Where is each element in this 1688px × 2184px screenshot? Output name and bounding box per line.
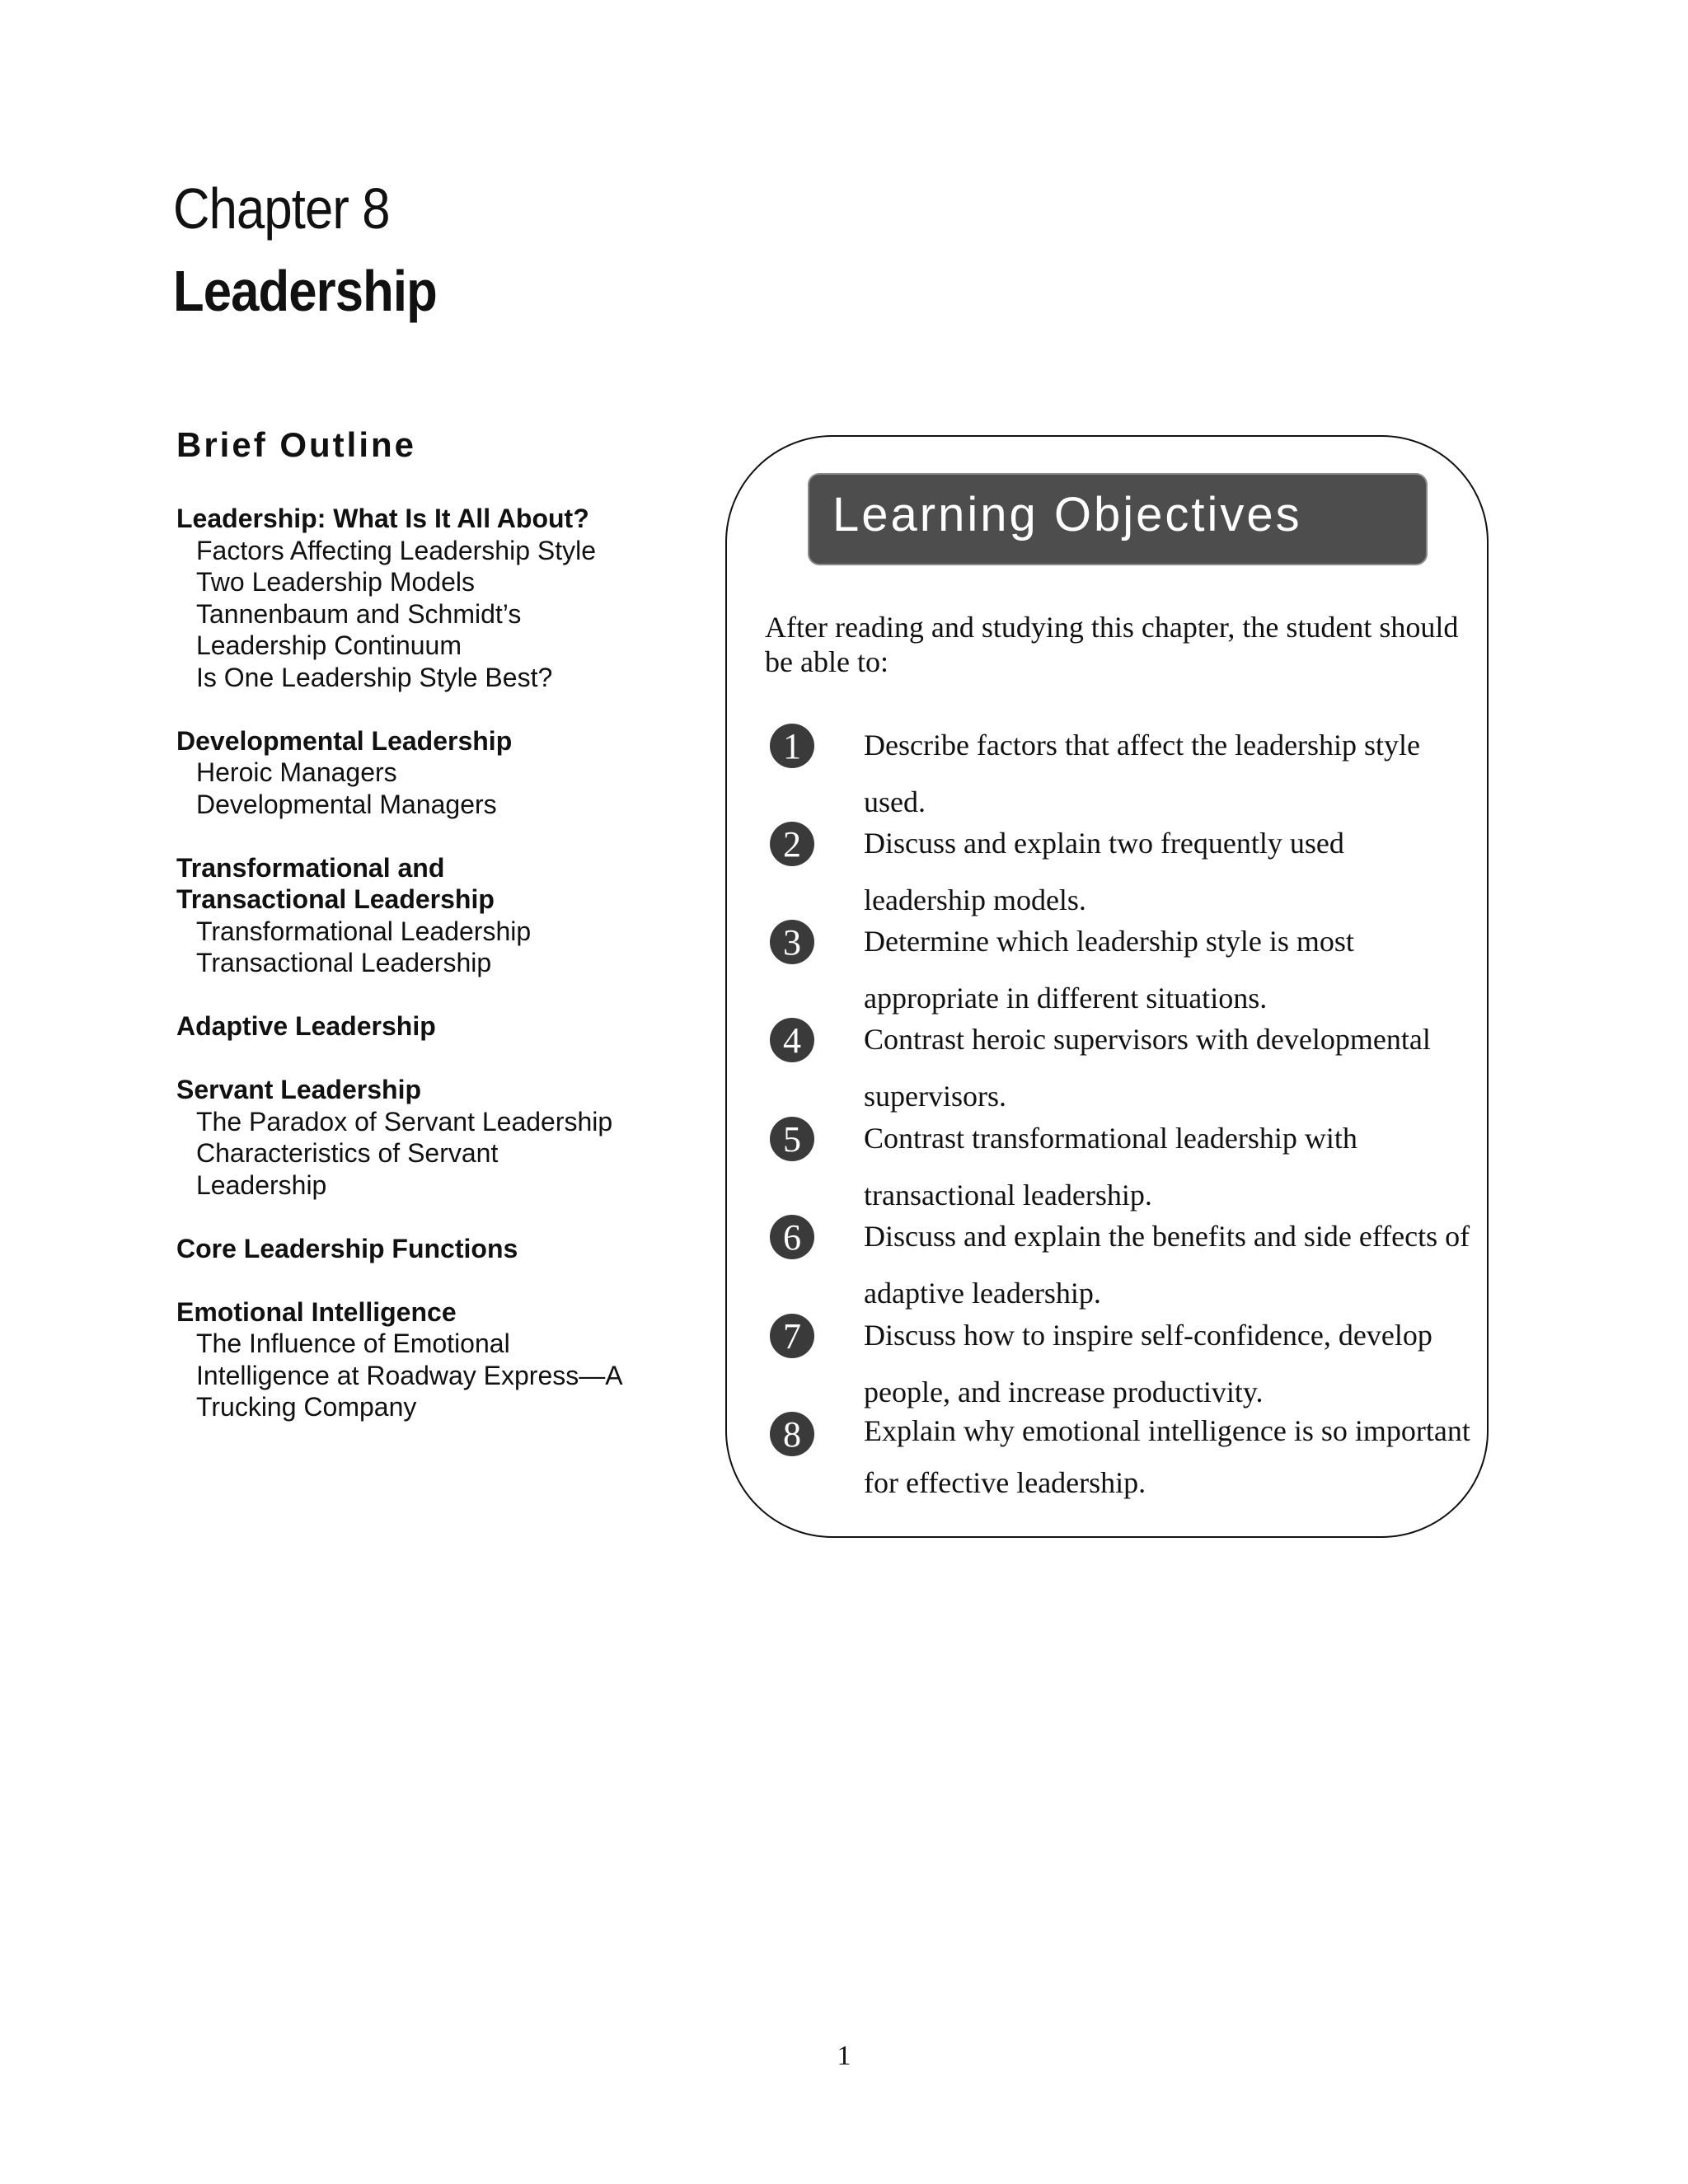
objective-number-badge: 5 xyxy=(770,1117,814,1161)
objective-item xyxy=(864,1307,1490,1421)
outline-section xyxy=(176,1233,687,1265)
objective-line: Discuss and explain two frequently used xyxy=(864,827,1344,860)
outline-section xyxy=(176,1296,687,1423)
objective-item xyxy=(864,717,1490,831)
objective-line: leadership models. xyxy=(864,883,1086,916)
objectives-intro-line: After reading and studying this chapter, the student should xyxy=(765,611,1459,644)
objective-line: Determine which leadership style is most xyxy=(864,925,1354,958)
objective-item xyxy=(864,913,1490,1027)
outline-item: Intelligence at Roadway Express—A xyxy=(196,1360,623,1390)
page-number: 1 xyxy=(837,2041,851,2071)
objective-number-badge: 8 xyxy=(770,1412,814,1456)
objective-line: Describe factors that affect the leadership style xyxy=(864,729,1421,762)
objective-number-badge: 6 xyxy=(770,1215,814,1259)
objective-line: people, and increase productivity. xyxy=(864,1376,1264,1408)
objective-number-badge: 7 xyxy=(770,1314,814,1358)
outline-item: Is One Leadership Style Best? xyxy=(196,662,553,692)
outline-section-title: Transactional Leadership xyxy=(176,884,495,914)
brief-outline xyxy=(176,503,687,1455)
outline-section-title: Adaptive Leadership xyxy=(176,1011,436,1041)
outline-item: Transactional Leadership xyxy=(196,948,492,977)
objective-item xyxy=(864,1405,1490,1509)
outline-section-title: Transformational and xyxy=(176,852,445,883)
learning-objectives-title: Learning Objectives xyxy=(832,488,1302,541)
objective-number-badge: 4 xyxy=(770,1018,814,1062)
chapter-title: Leadership xyxy=(173,259,437,323)
objective-item xyxy=(864,1208,1490,1322)
outline-section-title: Core Leadership Functions xyxy=(176,1233,518,1263)
objective-line: Discuss how to inspire self-confidence, develop xyxy=(864,1319,1432,1352)
outline-section xyxy=(176,852,687,979)
outline-item: Tannenbaum and Schmidt’s xyxy=(196,598,522,629)
objective-number-badge: 2 xyxy=(770,822,814,866)
objective-line: Contrast heroic supervisors with developmental xyxy=(864,1023,1431,1056)
outline-section-title: Servant Leadership xyxy=(176,1075,421,1104)
objectives-intro-line: be able to: xyxy=(765,645,889,678)
objective-line: Explain why emotional intelligence is so important xyxy=(864,1414,1470,1447)
outline-section-title: Developmental Leadership xyxy=(176,725,513,756)
objective-line: Discuss and explain the benefits and side effects of xyxy=(864,1220,1470,1253)
outline-item: Developmental Managers xyxy=(196,789,497,819)
objective-number-badge: 1 xyxy=(770,724,814,768)
outline-item: Leadership xyxy=(196,1169,327,1200)
outline-item: The Paradox of Servant Leadership xyxy=(196,1106,613,1137)
objective-number-badge: 3 xyxy=(770,920,814,964)
objectives-intro xyxy=(765,610,1490,679)
outline-section-title: Leadership: What Is It All About? xyxy=(176,504,589,533)
outline-section xyxy=(176,503,687,693)
outline-section-title: Emotional Intelligence xyxy=(176,1296,457,1327)
outline-item: Factors Affecting Leadership Style xyxy=(196,535,597,565)
chapter-number: Chapter 8 xyxy=(173,176,390,241)
objective-line: supervisors. xyxy=(864,1080,1006,1113)
outline-section xyxy=(176,1010,687,1043)
objective-line: appropriate in different situations. xyxy=(864,982,1268,1015)
outline-item: Transformational Leadership xyxy=(196,916,532,946)
objective-line: adaptive leadership. xyxy=(864,1277,1101,1310)
outline-item: Characteristics of Servant xyxy=(196,1138,499,1168)
outline-heading: Brief Outline xyxy=(176,425,417,464)
objective-item xyxy=(864,1110,1490,1224)
objective-line: used. xyxy=(864,785,926,818)
outline-section xyxy=(176,1074,687,1201)
objective-item xyxy=(864,1011,1490,1125)
outline-item: Trucking Company xyxy=(196,1392,417,1422)
objective-line: for effective leadership. xyxy=(864,1466,1146,1499)
outline-item: Two Leadership Models xyxy=(196,567,475,597)
outline-item: The Influence of Emotional xyxy=(196,1329,510,1358)
objective-line: transactional leadership. xyxy=(864,1179,1152,1212)
objective-item xyxy=(864,815,1490,929)
outline-item: Leadership Continuum xyxy=(196,630,462,660)
outline-item: Heroic Managers xyxy=(196,757,397,787)
outline-section xyxy=(176,725,687,821)
objective-line: Contrast transformational leadership with xyxy=(864,1122,1357,1155)
